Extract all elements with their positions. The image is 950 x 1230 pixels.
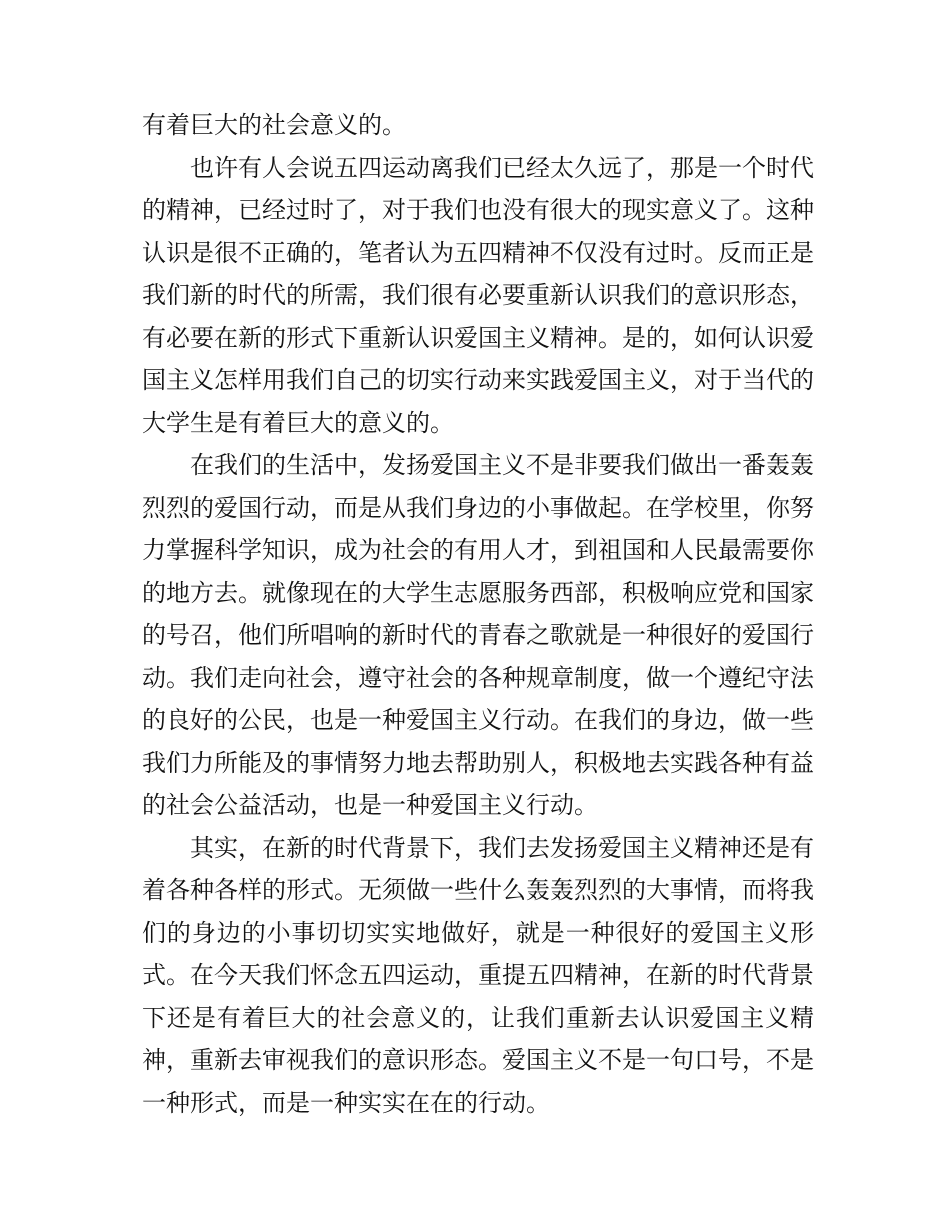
paragraph-conclusion: 其实，在新的时代背景下，我们去发扬爱国主义精神还是有着各种各样的形式。无须做一些什么轰轰烈烈的大事情，而将我们的身边的小事切切实实地做好，就是一种很好的爱国主义形式。在今天我们怀念五四运动，重提五四精神，在新的时代背景下还是有着巨大的社会意义的，让我们重新去认识爱国主义精神，重新去审视我们的意识形态。爱国主义不是一句口号，不是一种形式，而是一种实实在在的行动。 bbox=[142, 833, 814, 1117]
paragraph-continuation: 有着巨大的社会意义的。 bbox=[142, 111, 406, 139]
paragraph-wusi-spirit: 也许有人会说五四运动离我们已经太久远了，那是一个时代的精神，已经过时了，对于我们也没有很大的现实意义了。这种认识是很不正确的，笔者认为五四精神不仅没有过时。反而正是我们新的时代的所需，我们很有必要重新认识我们的意识形态，有必要在新的形式下重新认识爱国主义精神。是的，如何认识爱国主义怎样用我们自己的切实行动来实践爱国主义，对于当代的大学生是有着巨大的意义的。 bbox=[142, 153, 814, 437]
paragraph-daily-patriotism: 在我们的生活中，发扬爱国主义不是非要我们做出一番轰轰烈烈的爱国行动，而是从我们身边的小事做起。在学校里，你努力掌握科学知识，成为社会的有用人才，到祖国和人民最需要你的地方去。就像现在的大学生志愿服务西部，积极响应党和国家的号召，他们所唱响的新时代的青春之歌就是一种很好的爱国行动。我们走向社会，遵守社会的各种规章制度，做一个遵纪守法的良好的公民，也是一种爱国主义行动。在我们的身边，做一些我们力所能及的事情努力地去帮助别人，积极地去实践各种有益的社会公益活动，也是一种爱国主义行动。 bbox=[142, 451, 814, 819]
document-page bbox=[142, 104, 814, 1124]
